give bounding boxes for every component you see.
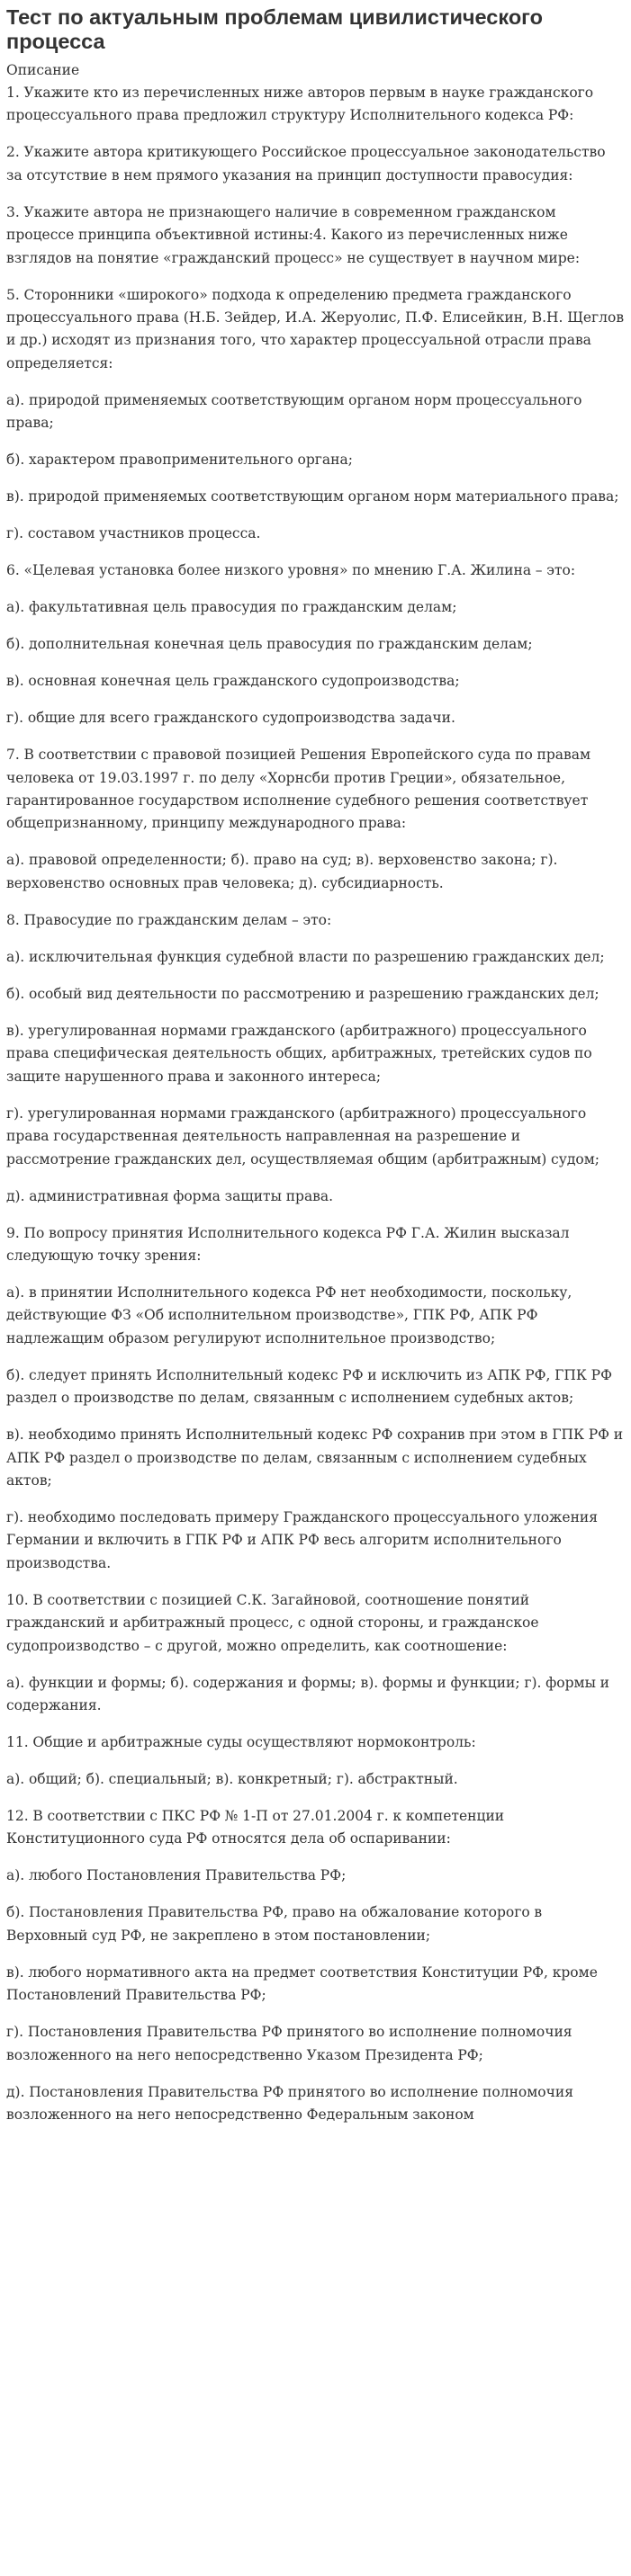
paragraph: д). Постановления Правительства РФ принятого во исполнение полномочия возложенного на него непосредственно Федеральным законом (6, 2083, 573, 2123)
paragraph: 10. В соответствии с позицией С.К. Загайновой, соотношение понятий гражданский и арбитражный процесс, с одной стороны, и гражданское судопроизводство – с другой, можно определить, как соотношение: (6, 1591, 539, 1654)
paragraph: д). административная форма защиты права. (6, 1187, 334, 1204)
paragraph: а). исключительная функция судебной власти по разрешению гражданских дел; (6, 948, 605, 965)
paragraph: 8. Правосудие по гражданским делам – это: (6, 911, 332, 928)
paragraph: а). любого Постановления Правительства РФ; (6, 1867, 347, 1884)
paragraph: 5. Сторонники «широкого» подхода к определению предмета гражданского процессуального права (Н.Б. Зейдер, И.А. Жеруолис, П.Ф. Елисейкин, В.Н. Щеглов и др.) исходят из признания того, что характер процессуальной отрасли права определяется: (6, 286, 625, 371)
paragraph: 9. По вопросу принятия Исполнительного кодекса РФ Г.А. Жилин высказал следующую точку зрения: (6, 1224, 570, 1264)
paragraph: а). правовой определенности; б). право на суд; в). верховенство закона; г). верховенство основных прав человека; д). субсидиарность. (6, 852, 558, 891)
paragraph: в). урегулированная нормами гражданского (арбитражного) процессуального права специфическая деятельность общих, арбитражных, третейских судов по защите нарушенного права и законного интереса; (6, 1022, 592, 1085)
paragraph: а). функции и формы; б). содержания и формы; в). формы и функции; г). формы и содержания. (6, 1674, 609, 1713)
question-list (6, 82, 625, 2126)
paragraph: в). природой применяемых соответствующим органом норм материального права; (6, 488, 619, 505)
paragraph: а). природой применяемых соответствующим органом норм процессуального права; (6, 391, 582, 432)
paragraph: г). необходимо последовать примеру Гражданского процессуального уложения Германии и включить в ГПК РФ и АПК РФ весь алгоритм исполнительного производства. (6, 1508, 599, 1571)
paragraph: в). необходимо принять Исполнительный кодекс РФ сохранив при этом в ГПК РФ и АПК РФ раздел о производстве по делам, связанным с исполнением судебных актов; (6, 1427, 624, 1489)
paragraph: г). урегулированная нормами гражданского (арбитражного) процессуального права государственная деятельность направленная на разрешение и рассмотрение гражданских дел, осуществляемая общим (арбитражным) судом; (6, 1105, 599, 1167)
paragraph: б). следует принять Исполнительный кодекс РФ и исключить из АПК РФ, ГПК РФ раздел о производстве по делам, связанным с исполнением судебных актов; (6, 1366, 612, 1407)
paragraph: 1. Укажите кто из перечисленных ниже авторов первым в науке гражданского процессуального права предложил структуру Исполнительного кодекса РФ: (6, 85, 594, 124)
description-label: Описание (6, 62, 80, 78)
paragraph: г). общие для всего гражданского судопроизводства задачи. (6, 710, 455, 727)
paragraph: 2. Укажите автора критикующего Российское процессуальное законодательство за отсутствие в нем прямого указания на принцип доступности правосудия: (6, 144, 606, 183)
page-title: Тест по актуальным проблемам цивилистического процесса (6, 5, 544, 53)
paragraph: 12. В соответствии с ПКС РФ № 1-П от 27.01.2004 г. к компетенции Конституционного суда РФ относятся дела об оспаривании: (6, 1807, 505, 1847)
paragraph: б). особый вид деятельности по рассмотрению и разрешению гражданских дел; (6, 985, 599, 1002)
paragraph: г). составом участников процесса. (6, 525, 261, 542)
paragraph: 6. «Целевая установка более низкого уровня» по мнению Г.А. Жилина – это: (6, 562, 576, 579)
paragraph: б). дополнительная конечная цель правосудия по гражданским делам; (6, 636, 533, 653)
paragraph: 11. Общие и арбитражные суды осуществляют нормоконтроль: (6, 1733, 476, 1750)
paragraph: г). Постановления Правительства РФ принятого во исполнение полномочия возложенного на него непосредственно Указом Президента РФ; (6, 2024, 572, 2063)
paragraph: а). факультативная цель правосудия по гражданским делам; (6, 599, 457, 616)
paragraph: б). Постановления Правительства РФ, право на обжалование которого в Верховный суд РФ, не закреплено в этом постановлении; (6, 1904, 543, 1944)
paragraph: а). общий; б). специальный; в). конкретный; г). абстрактный. (6, 1770, 458, 1787)
paragraph: в). любого нормативного акта на предмет соответствия Конституции РФ, кроме Постановлений Правительства РФ; (6, 1963, 598, 2004)
paragraph: 7. В соответствии с правовой позицией Решения Европейского суда по правам человека от 19.03.1997 г. по делу «Хорнсби против Греции», обязательное, гарантированное государством исполнение судебного решения соответствует общепризнанному, принципу международного права: (6, 747, 591, 832)
paragraph: б). характером правоприменительного органа; (6, 452, 353, 469)
paragraph: а). в принятии Исполнительного кодекса РФ нет необходимости, поскольку, действующие ФЗ «Об исполнительном производстве», ГПК РФ, АПК РФ надлежащим образом регулируют исполнительное производство; (6, 1284, 572, 1346)
paragraph: 3. Укажите автора не признающего наличие в современном гражданском процессе принципа объективной истины:4. Какого из перечисленных ниже взглядов на понятие «гражданский процесс» не существует в научном мире: (6, 203, 581, 266)
paragraph: в). основная конечная цель гражданского судопроизводства; (6, 673, 460, 690)
